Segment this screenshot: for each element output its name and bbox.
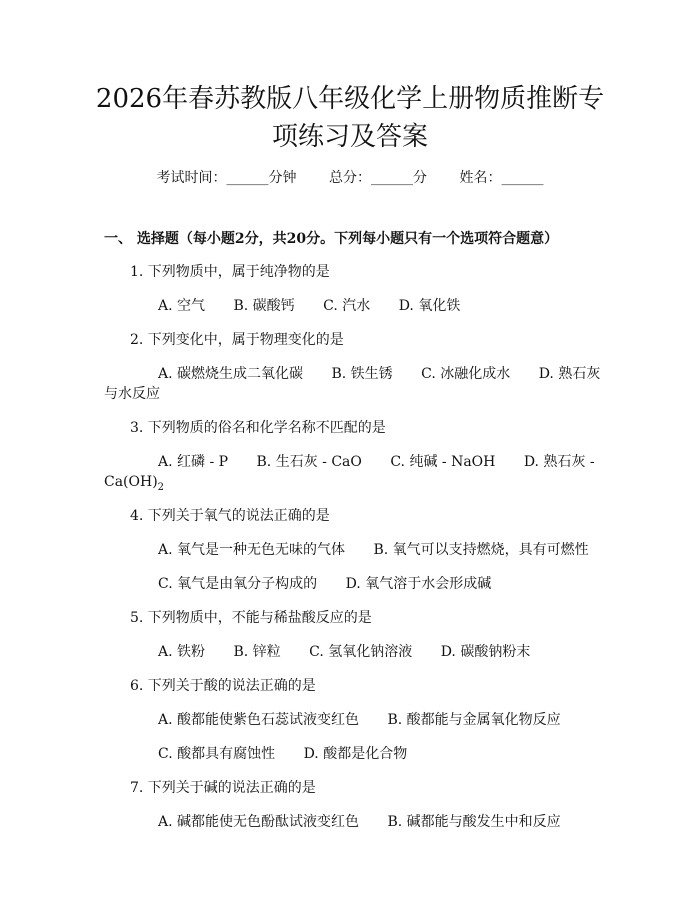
option: B. 酸都能与金属氧化物反应 — [387, 712, 561, 728]
option: B. 锌粒 — [233, 644, 281, 660]
option: B. 生石灰 - CaO — [256, 454, 362, 470]
question-6-options-row2 — [158, 744, 431, 764]
option: A. 红磷 - P — [158, 454, 229, 470]
option: C. 汽水 — [323, 298, 371, 314]
question-4-options-row1 — [158, 540, 613, 560]
option: D. 碳酸钠粉末 — [440, 644, 531, 660]
option: D. 氧气溶于水会形成碱 — [345, 576, 492, 592]
exam-score: 总分：______分 — [329, 170, 427, 186]
question-7-options-row1 — [158, 812, 585, 832]
option: A. 酸都能使紫色石蕊试液变红色 — [158, 712, 360, 728]
question-2: 2. 下列变化中，属于物理变化的是 — [130, 332, 344, 348]
option: B. 碱都能与酸发生中和反应 — [387, 814, 561, 830]
question-3-option-continued — [104, 472, 164, 498]
option: A. 铁粉 — [158, 644, 206, 660]
option: D. 氧化铁 — [398, 298, 461, 314]
option: A. 碱都能使无色酚酞试液变红色 — [158, 814, 360, 830]
section-heading: 一、 选择题（每小题2分，共20分。下列每小题只有一个选项符合题意） — [104, 231, 559, 247]
question-6: 6. 下列关于酸的说法正确的是 — [130, 678, 316, 694]
option: A. 碳燃烧生成二氧化碳 — [158, 366, 304, 382]
question-5-options — [158, 642, 554, 662]
formula-subscript: 2 — [157, 481, 165, 493]
option: C. 氢氧化钠溶液 — [309, 644, 413, 660]
option: C. 冰融化成水 — [421, 366, 511, 382]
question-4-options-row2 — [158, 574, 515, 594]
option: C. 酸都具有腐蚀性 — [158, 746, 276, 762]
title-line-1: 2026年春苏教版八年级化学上册物质推断专 — [95, 84, 605, 114]
question-1: 1. 下列物质中，属于纯净物的是 — [130, 264, 330, 280]
question-5: 5. 下列物质中，不能与稀盐酸反应的是 — [130, 610, 372, 626]
question-6-options-row1 — [158, 710, 585, 730]
option: B. 碳酸钙 — [233, 298, 295, 314]
question-3: 3. 下列物质的俗名和化学名称不匹配的是 — [130, 420, 386, 436]
option: A. 空气 — [158, 298, 206, 314]
question-2-options — [158, 364, 624, 384]
exam-meta — [0, 168, 700, 188]
formula: Ca(OH) — [104, 474, 158, 490]
question-2-option-continued: 与水反应 — [104, 386, 160, 402]
option: B. 氧气可以支持燃烧，具有可燃性 — [373, 542, 589, 558]
question-7: 7. 下列关于碱的说法正确的是 — [130, 780, 316, 796]
option: C. 氧气是由氧分子构成的 — [158, 576, 318, 592]
exam-name: 姓名：______ — [459, 170, 544, 186]
option: B. 铁生锈 — [331, 366, 393, 382]
question-4: 4. 下列关于氧气的说法正确的是 — [130, 508, 330, 524]
option: A. 氧气是一种无色无味的气体 — [158, 542, 346, 558]
option: D. 熟石灰 - — [523, 454, 595, 470]
option: D. 熟石灰 — [538, 366, 601, 382]
question-3-options — [158, 452, 619, 472]
option: D. 酸都是化合物 — [303, 746, 408, 762]
question-1-options — [158, 296, 484, 316]
title-line-2: 项练习及答案 — [271, 122, 428, 152]
exam-time: 考试时间：______分钟 — [156, 170, 297, 186]
option: C. 纯碱 - NaOH — [390, 454, 496, 470]
document-title — [60, 80, 640, 156]
